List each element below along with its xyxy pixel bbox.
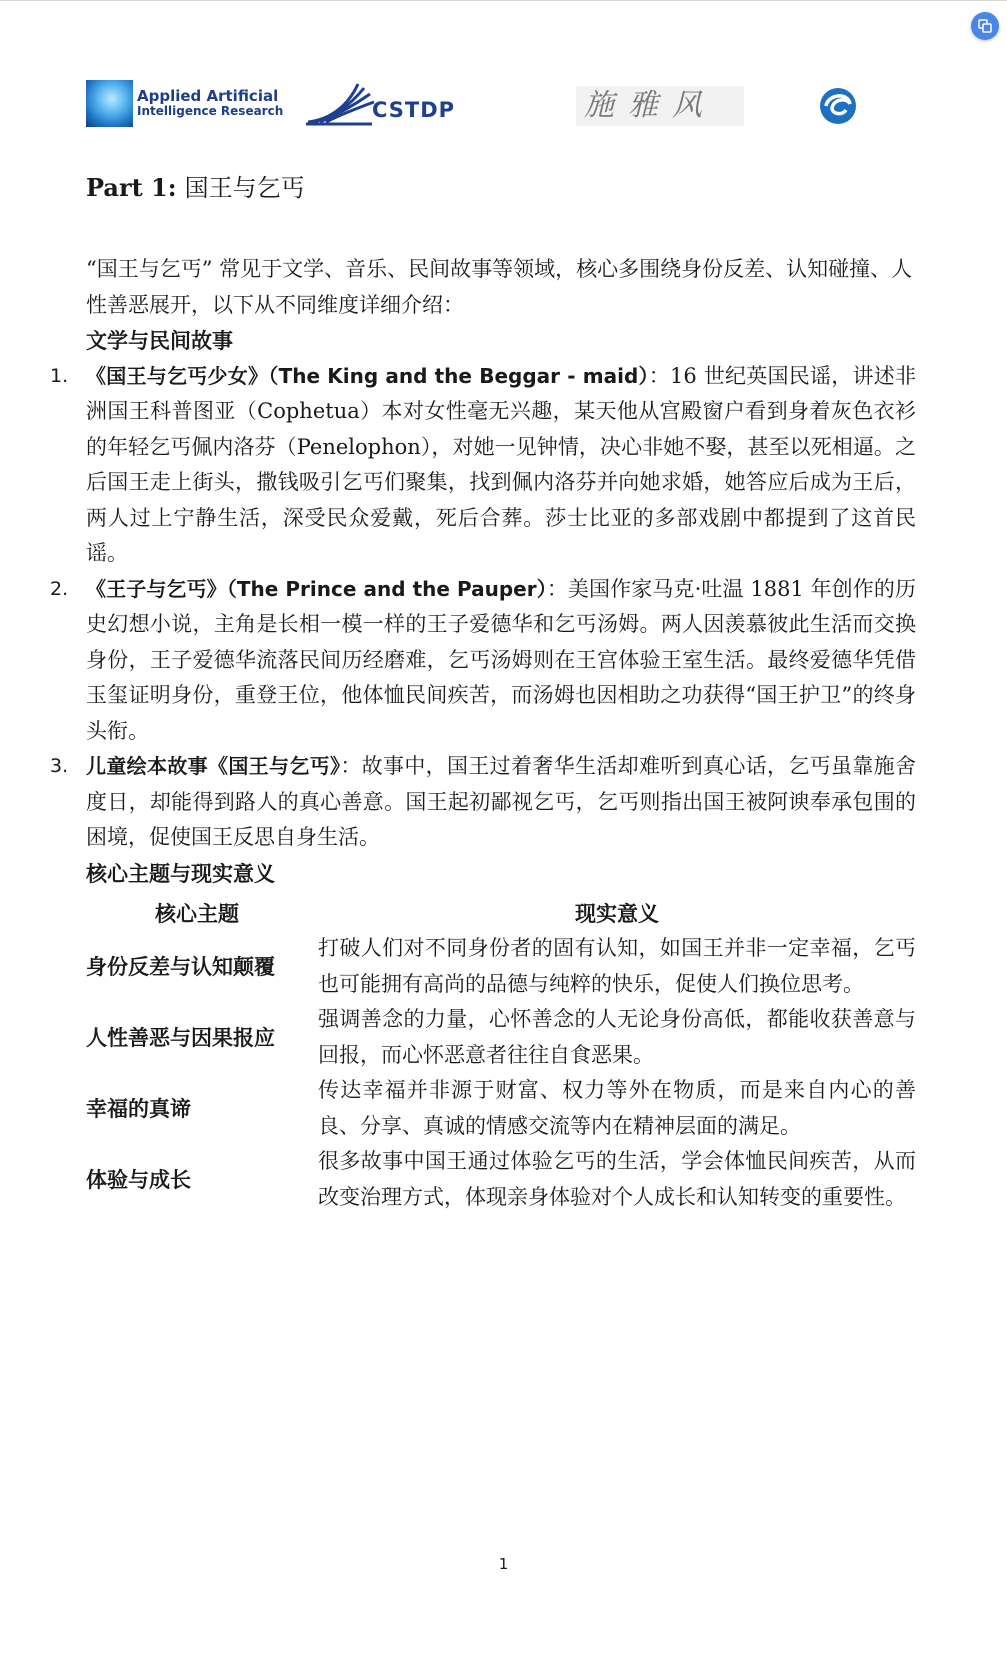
- section-heading-literature: 文学与民间故事: [86, 328, 233, 353]
- table-cell-meaning: 很多故事中国王通过体验乞丐的生活，学会体恤民间疾苦，从而改变治理方式，体现亲身体验对个人成长和认知转变的重要性。: [318, 1149, 916, 1209]
- cstdp-logo: [306, 80, 486, 130]
- list-item-title: 《国王与乞丐少女》（The King and the Beggar - maid）: [86, 363, 649, 388]
- cstdp-logo-text: CSTDP: [372, 98, 456, 122]
- aair-logo-line1: Applied Artificial: [137, 86, 279, 105]
- table-cell-theme: 体验与成长: [86, 1166, 191, 1192]
- table-header-theme: 核心主题: [155, 901, 239, 926]
- table-cell-meaning: 打破人们对不同身份者的固有认知，如国王并非一定幸福，乞丐也可能拥有高尚的品德与纯粹的快乐，促使人们换位思考。: [318, 936, 916, 996]
- swirl-logo-icon: [818, 86, 858, 126]
- table-row: [86, 1144, 916, 1215]
- aair-logo-mark: [86, 80, 133, 127]
- aair-logo: [86, 80, 283, 127]
- translate-icon[interactable]: [971, 12, 999, 40]
- section-heading-themes: 核心主题与现实意义: [86, 860, 275, 886]
- list-item-text: ：故事中，国王过着奢华生活却难听到真心话，乞丐虽靠施舍度日，却能得到路人的真心善意。国王起初鄙视乞丐，乞丐则指出国王被阿谀奉承包围的困境，促使国王反思自身生活。: [86, 754, 917, 849]
- logo-row: [86, 74, 886, 134]
- part-heading: [86, 168, 916, 208]
- table-cell-theme: 人性善恶与因果报应: [86, 1024, 275, 1050]
- table-row: [86, 931, 916, 1002]
- list-item: [50, 359, 916, 572]
- intro-paragraph: “国王与乞丐” 常见于文学、音乐、民间故事等领域，核心多围绕身份反差、认知碰撞、人性善恶展开，以下从不同维度详细介绍：: [86, 257, 913, 317]
- list-item-number: 3.: [50, 755, 69, 777]
- list-item-title: 儿童绘本故事《国王与乞丐》: [86, 754, 341, 778]
- story-list: [50, 359, 917, 856]
- table-header-meaning: 现实意义: [575, 901, 659, 926]
- table-cell-theme: 幸福的真谛: [86, 1095, 191, 1121]
- table-header-row: [86, 895, 916, 931]
- top-divider: [0, 0, 1007, 1]
- page-number: 1: [498, 1555, 509, 1573]
- aair-logo-line2: Intelligence Research: [137, 104, 284, 119]
- themes-table: [86, 895, 916, 1215]
- list-item-title: 《王子与乞丐》（The Prince and the Pauper）: [86, 576, 547, 601]
- cstdp-wing-icon: [306, 80, 376, 130]
- list-item-text: ：16 世纪英国民谣，讲述非洲国王科普图亚（Cophetua）本对女性毫无兴趣，某天他从宫殿窗户看到身着灰色衣衫的年轻乞丐佩内洛芬（Penelophon），对她一见钟情，决心非她不娶，甚至以死相逼。之后国王走上街头，撒钱吸引乞丐们聚集，找到佩内洛芬并向她求婚，她答应后成为王后，两人过上宁静生活，深受民众爱戴，死后合葬。莎士比亚的多部戏剧中都提到了这首民谣。: [86, 363, 916, 565]
- document-body: [50, 168, 917, 1215]
- table-cell-meaning: 传达幸福并非源于财富、权力等外在物质，而是来自内心的善良、分享、真诚的情感交流等内在精神层面的满足。: [318, 1078, 916, 1138]
- list-item-number: 2.: [50, 577, 69, 600]
- part-title: 国王与乞丐: [184, 174, 305, 202]
- list-item: [50, 572, 916, 750]
- list-item: [50, 749, 917, 856]
- part-label: Part 1:: [86, 173, 177, 202]
- table-cell-theme: 身份反差与认知颠覆: [86, 953, 275, 979]
- list-item-number: 1.: [50, 364, 69, 387]
- list-item-text: ：美国作家马克·吐温 1881 年创作的历史幻想小说，主角是长相一模一样的王子爱德华和乞丐汤姆。两人因羡慕彼此生活而交换身份，王子爱德华流落民间历经磨难，乞丐汤姆则在王宫体验王室生活。最终爱德华凭借玉玺证明身份，重登王位，他体恤民间疾苦，而汤姆也因相助之功获得“国王护卫”的终身头衔。: [86, 576, 916, 743]
- table-row: [86, 1073, 916, 1144]
- calligraphy-logo: 施雅风: [576, 86, 744, 126]
- table-row: [86, 1002, 916, 1073]
- table-cell-meaning: 强调善念的力量，心怀善念的人无论身份高低，都能收获善意与回报，而心怀恶意者往往自食恶果。: [318, 1007, 916, 1067]
